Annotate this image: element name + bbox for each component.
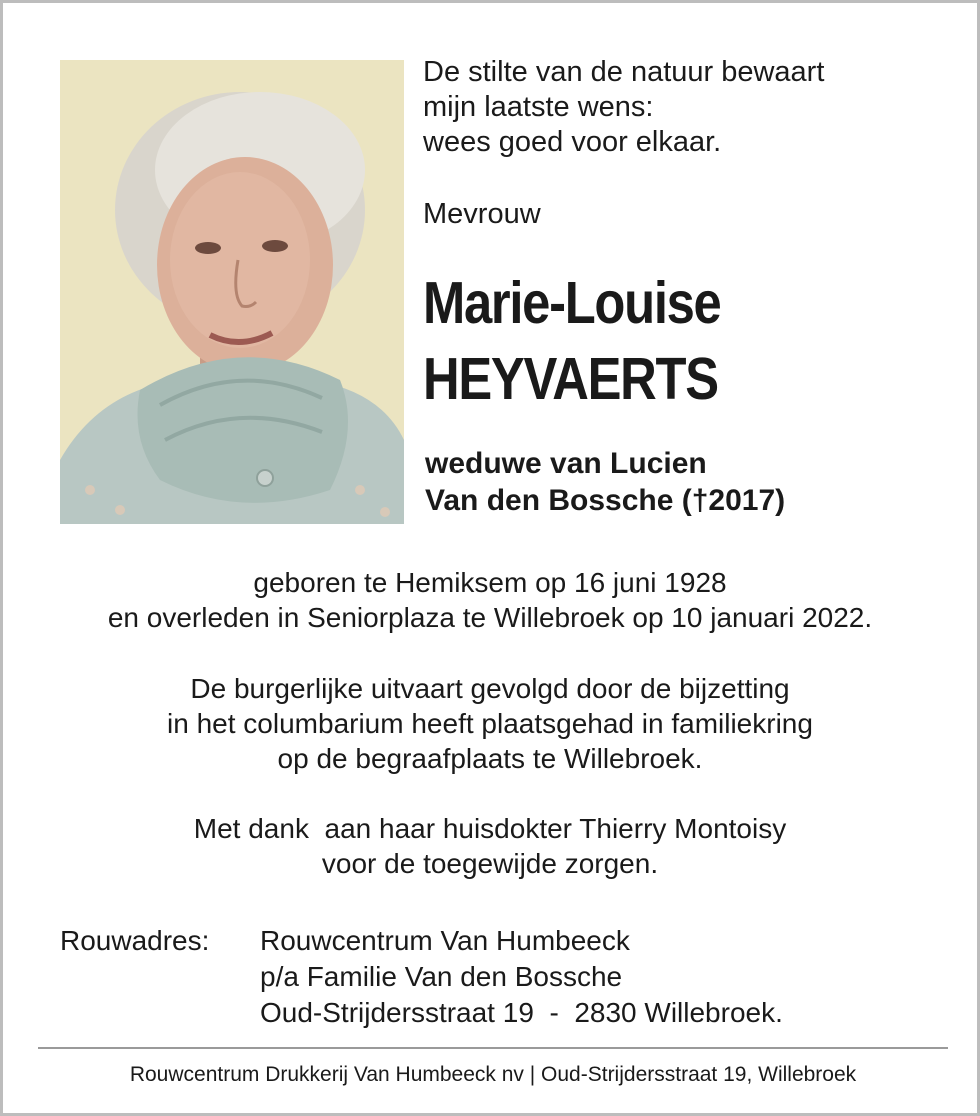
- address-lines: [260, 923, 783, 1031]
- portrait-photo: [60, 60, 404, 524]
- death-line: en overleden in Seniorplaza te Willebroek op 10 januari 2022.: [107, 602, 873, 633]
- funeral-line: De burgerlijke uitvaart gevolgd door de bijzetting: [190, 673, 790, 704]
- last-name: HEYVAERTS: [423, 346, 718, 412]
- poem-line: De stilte van de natuur bewaart: [423, 56, 825, 88]
- honorific: Mevrouw: [423, 198, 541, 230]
- birth-line: geboren te Hemiksem op 16 juni 1928: [253, 567, 727, 598]
- spouse-info: [425, 445, 785, 519]
- spouse-line: weduwe van Lucien: [425, 447, 707, 480]
- printer-footer: Rouwcentrum Drukkerij Van Humbeeck nv | Oud-Strijdersstraat 19, Willebroek: [129, 1063, 857, 1086]
- address-line: Oud-Strijdersstraat 19 - 2830 Willebroek.: [260, 997, 783, 1028]
- thanks-line: voor de toegewijde zorgen.: [321, 848, 659, 879]
- birth-death-info: [3, 565, 977, 635]
- address-line: Rouwcentrum Van Humbeeck: [260, 925, 630, 956]
- poem-line: mijn laatste wens:: [423, 91, 654, 123]
- funeral-line: op de begraafplaats te Willebroek.: [277, 743, 703, 774]
- poem: [423, 55, 824, 160]
- funeral-info: [3, 671, 977, 776]
- address-label: Rouwadres:: [60, 925, 210, 956]
- address-line: p/a Familie Van den Bossche: [260, 961, 623, 992]
- spouse-line: Van den Bossche (†2017): [425, 484, 786, 517]
- poem-line: wees goed voor elkaar.: [423, 126, 722, 158]
- thanks-info: [3, 811, 977, 881]
- funeral-line: in het columbarium heeft plaatsgehad in familiekring: [167, 708, 813, 739]
- deceased-name: [423, 265, 720, 417]
- first-name: Marie-Louise: [423, 270, 721, 336]
- footer-divider: [38, 1047, 948, 1049]
- thanks-line: Met dank aan haar huisdokter Thierry Montoisy: [193, 813, 787, 844]
